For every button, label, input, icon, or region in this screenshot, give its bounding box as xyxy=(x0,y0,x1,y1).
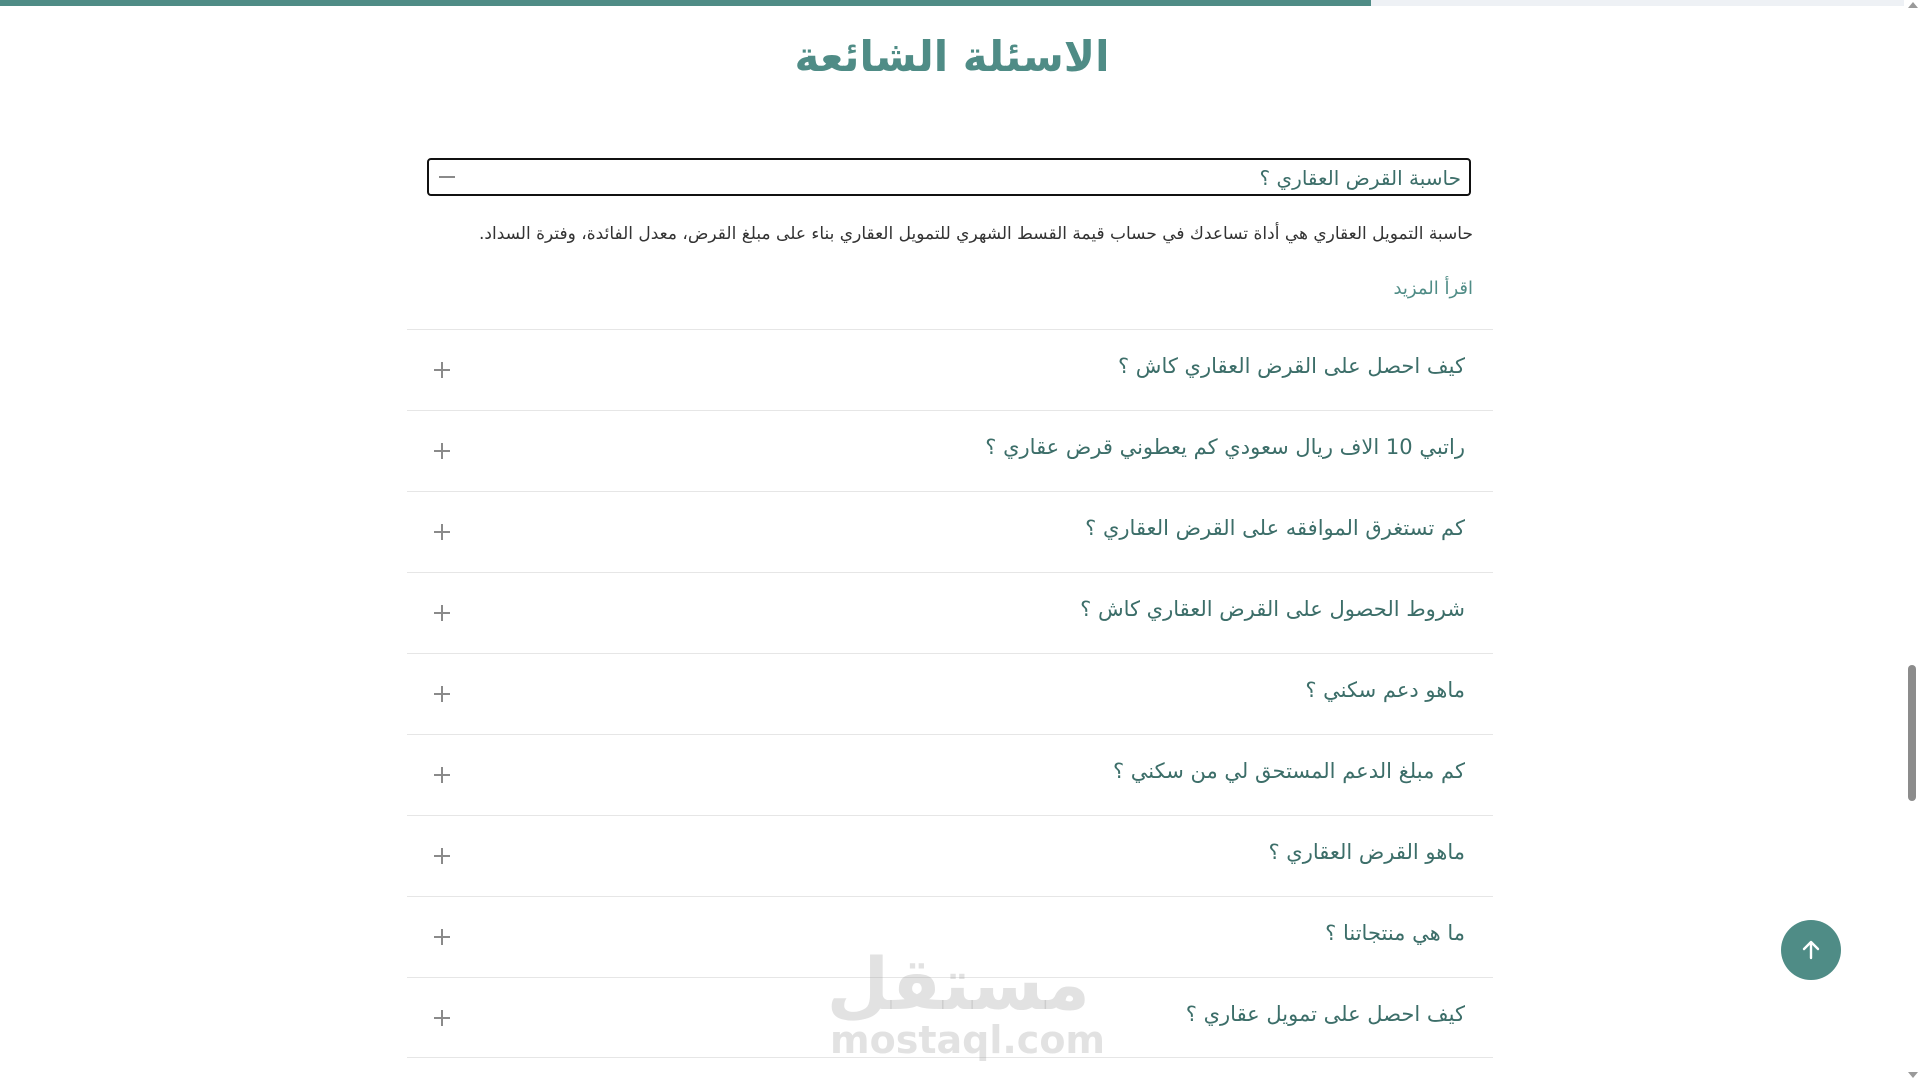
faq-question: حاسبة القرض العقاري ؟ xyxy=(1259,166,1461,190)
watermark-arabic: مستقل xyxy=(826,942,1090,1026)
faq-question: كيف احصل على القرض العقاري كاش ؟ xyxy=(1117,354,1465,378)
plus-icon[interactable] xyxy=(432,1008,452,1028)
watermark xyxy=(826,942,1106,1062)
plus-icon[interactable] xyxy=(432,441,452,461)
faq-question: شروط الحصول على القرض العقاري كاش ؟ xyxy=(1080,597,1465,621)
plus-icon[interactable] xyxy=(432,765,452,785)
reading-progress-fill xyxy=(0,0,1371,6)
back-to-top-button[interactable] xyxy=(1781,920,1841,980)
faq-answer: حاسبة التمويل العقاري هي أداة تساعدك في حساب قيمة القسط الشهري للتمويل العقاري بناء على مبلغ القرض، معدل الفائدة، وفترة السداد. xyxy=(479,224,1473,244)
faq-question: كيف احصل على تمويل عقاري ؟ xyxy=(1185,1002,1465,1026)
faq-item[interactable] xyxy=(407,329,1493,410)
plus-icon[interactable] xyxy=(432,603,452,623)
scrollbar-thumb[interactable] xyxy=(1908,665,1916,801)
scrollbar[interactable] xyxy=(1904,0,1920,1080)
faq-question: ما هي منتجاتنا ؟ xyxy=(1325,921,1465,945)
plus-icon[interactable] xyxy=(432,684,452,704)
faq-question: كم مبلغ الدعم المستحق لي من سكني ؟ xyxy=(1112,759,1465,783)
plus-icon[interactable] xyxy=(432,360,452,380)
faq-question: راتبي 10 الاف ريال سعودي كم يعطوني قرض عقاري ؟ xyxy=(985,435,1465,459)
scroll-up-arrow-icon[interactable] xyxy=(1908,2,1918,8)
page-title: الاسئلة الشائعة xyxy=(794,32,1110,81)
faq-item[interactable] xyxy=(407,491,1493,572)
faq-item[interactable] xyxy=(407,734,1493,815)
plus-icon[interactable] xyxy=(432,522,452,542)
arrow-up-icon xyxy=(1799,938,1823,962)
faq-item[interactable] xyxy=(407,653,1493,734)
minus-icon[interactable] xyxy=(437,160,457,194)
read-more-link[interactable]: اقرأ المزيد xyxy=(1393,278,1473,299)
faq-item[interactable] xyxy=(407,410,1493,491)
scroll-down-arrow-icon[interactable] xyxy=(1908,1072,1918,1078)
faq-question: ماهو دعم سكني ؟ xyxy=(1305,678,1465,702)
plus-icon[interactable] xyxy=(432,927,452,947)
faq-item-open-header[interactable] xyxy=(427,158,1471,196)
faq-question: كم تستغرق الموافقه على القرض العقاري ؟ xyxy=(1085,516,1465,540)
faq-question: ماهو القرض العقاري ؟ xyxy=(1268,840,1465,864)
plus-icon[interactable] xyxy=(432,846,452,866)
faq-item[interactable] xyxy=(407,572,1493,653)
reading-progress-bar xyxy=(0,0,1904,6)
watermark-latin: mostaql.com xyxy=(830,1018,1106,1062)
faq-item[interactable] xyxy=(407,815,1493,896)
